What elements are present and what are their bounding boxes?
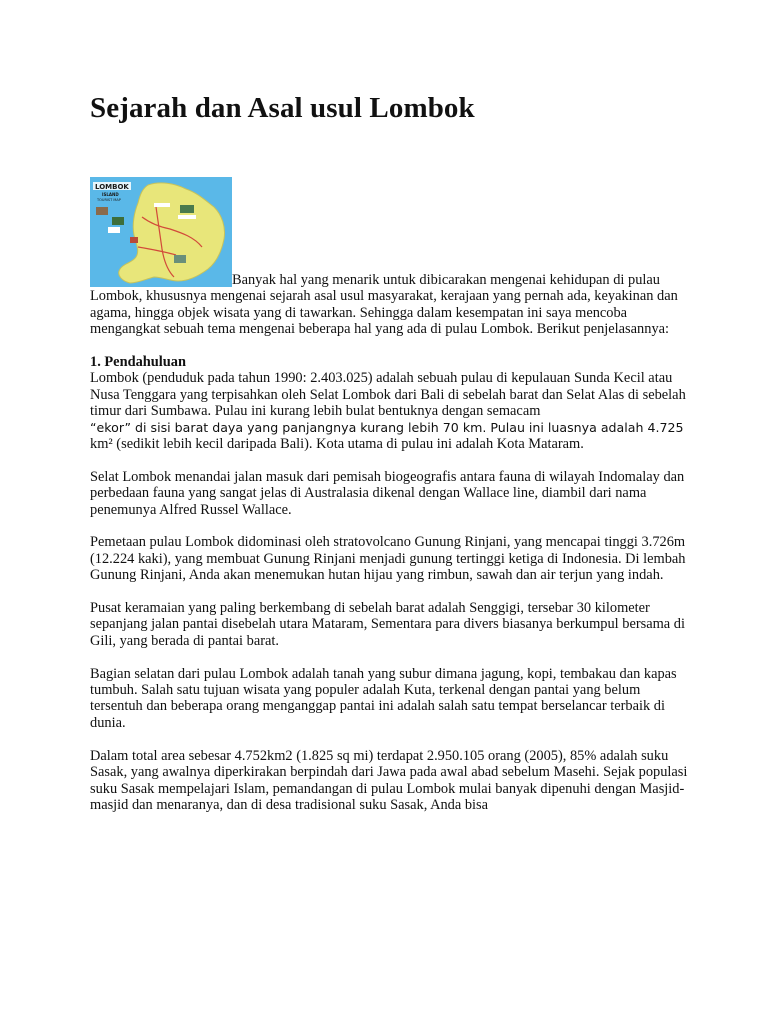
map-label-sub2: TOURIST MAP	[97, 198, 121, 203]
section1-paragraph-3: Pemetaan pulau Lombok didominasi oleh stratovolcano Gunung Rinjani, yang mencapai tinggi 3.726m (12.224 kaki), yang membuat Gunung Rinjani menjadi gunung tertinggi ketiga di Indonesia. Di lembah Gunung Rinjani, Anda akan menemukan hutan hijau yang rimbun, sawah dan air terjun yang indah.	[90, 534, 686, 584]
map-photo-thumb	[112, 217, 124, 225]
map-photo-thumb	[130, 237, 138, 243]
map-label-box	[178, 215, 196, 219]
map-label-title: LOMBOK	[95, 183, 129, 192]
map-photo-thumb	[180, 205, 194, 213]
section1-paragraph-2: Selat Lombok menandai jalan masuk dari pemisah biogeografis antara fauna di wilayah Indomalay dan perbedaan fauna yang sangat jelas di Australasia dikenal dengan Wallace line, diambil dari nama penemunya Alfred Russel Wallace.	[90, 468, 685, 518]
section1-paragraph-1	[90, 354, 690, 452]
section-heading-pendahuluan: 1. Pendahuluan	[90, 354, 186, 371]
lombok-map-image	[90, 177, 232, 287]
section1-p1-part-a: Lombok (penduduk pada tahun 1990: 2.403.025) adalah sebuah pulau di kepulauan Sunda Kecil atau Nusa Tenggara yang terpisahkan oleh Selat Lombok dari Bali di sebelah barat dan Selat Alas di sebelah timur dari Sumbawa. Pulau ini kurang lebih bulat bentuknya dengan semacam	[90, 370, 686, 420]
section1-p1-part-b: “ekor” di sisi barat daya yang panjangnya kurang lebih 70 km. Pulau ini luasnya adalah 4.725	[90, 419, 684, 435]
section1-paragraph-6: Dalam total area sebesar 4.752km2 (1.825 sq mi) terdapat 2.950.105 orang (2005), 85% adalah suku Sasak, yang awalnya diperkirakan berpindah dari Jawa pada awal abad sebelum Masehi. Sejak populasi suku Sasak mempelajari Islam, pemandangan di pulau Lombok mulai banyak dipenuhi dengan Masjid-masjid dan menaranya, dan di desa tradisional suku Sasak, Anda bisa	[90, 747, 688, 813]
section1-paragraph-4: Pusat keramaian yang paling berkembang di sebelah barat adalah Senggigi, tersebar 30 kilometer sepanjang jalan pantai disebelah utara Mataram, Sementara para divers biasanya berkumpul bersama di Gili, yang berada di pantai barat.	[90, 600, 685, 649]
article-body	[90, 183, 690, 830]
page-title: Sejarah dan Asal usul Lombok	[90, 92, 475, 124]
section1-p1-part-c: km² (sedikit lebih kecil daripada Bali). Kota utama di pulau ini adalah Kota Mataram.	[90, 436, 584, 453]
map-label-box	[154, 203, 170, 207]
lombok-map-graphic	[90, 177, 232, 287]
intro-paragraph	[90, 183, 690, 338]
map-photo-thumb	[174, 255, 186, 263]
section1-paragraph-5: Bagian selatan dari pulau Lombok adalah tanah yang subur dimana jagung, kopi, tembakau dan kapas tumbuh. Salah satu tujuan wisata yang populer adalah Kuta, terkenal dengan pantai yang belum tersentuh dan beberapa orang menganggap pantai ini adalah salah satu tempat berselancar terbaik di dunia.	[90, 665, 677, 731]
intro-text: Banyak hal yang menarik untuk dibicarakan mengenai kehidupan di pulau Lombok, khususnya mengenai sejarah asal usul masyarakat, kerajaan yang pernah ada, keyakinan dan agama, hingga objek wisata yang di tawarkan. Sehingga dalam kesempatan ini saya mencoba mengangkat sebuah tema mengenai beberapa hal yang ada di pulau Lombok. Berikut penjelasannya:	[90, 272, 678, 338]
map-label-sub: ISLAND	[102, 192, 119, 198]
map-photo-thumb	[108, 227, 120, 233]
map-photo-thumb	[96, 207, 108, 215]
